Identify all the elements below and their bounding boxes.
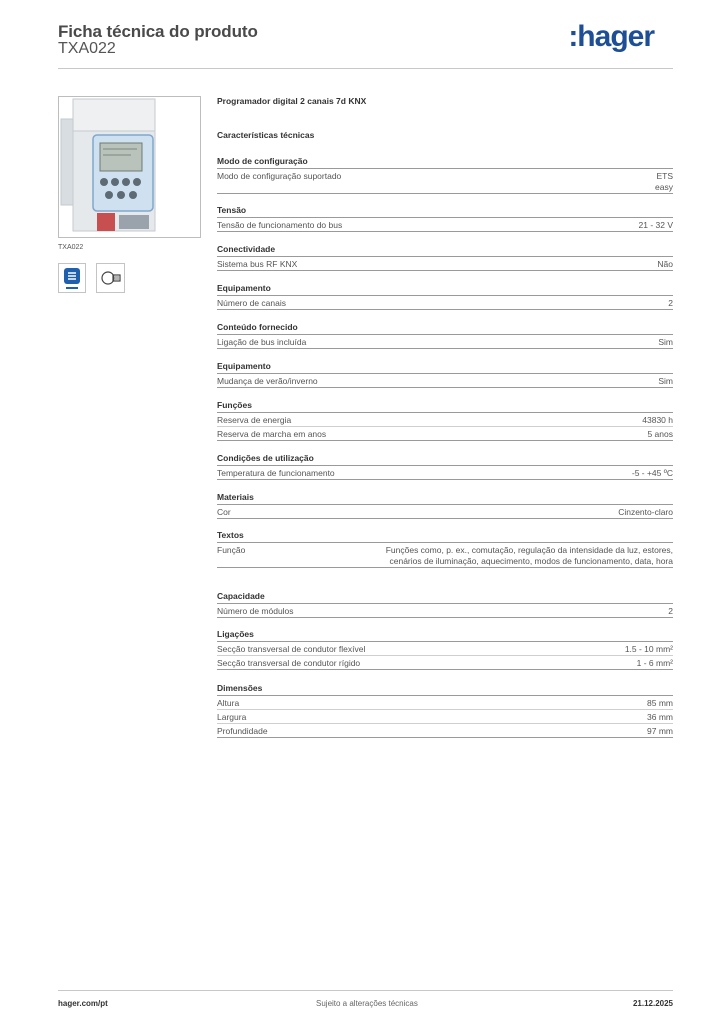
spec-section: [217, 453, 673, 480]
hager-logo: :hager: [568, 20, 654, 53]
spec-section: [217, 492, 673, 519]
screw-terminal-icon: [96, 263, 125, 293]
spec-value: 2: [668, 606, 673, 616]
spec-section: [217, 361, 673, 388]
spec-label: Secção transversal de condutor flexível: [217, 644, 366, 654]
spec-section: [217, 530, 673, 568]
spec-row: [217, 642, 673, 656]
knx-timer-device-image: [59, 97, 200, 237]
section-title: Textos: [217, 530, 673, 543]
spec-label: Reserva de marcha em anos: [217, 429, 327, 439]
spec-row: [217, 257, 673, 271]
spec-section: [217, 244, 673, 271]
spec-row: [217, 505, 673, 519]
spec-row: [217, 296, 673, 310]
product-code: TXA022: [58, 40, 116, 57]
spec-label: Número de canais: [217, 298, 286, 308]
page-footer: [58, 990, 673, 1010]
spec-row: [217, 466, 673, 480]
spec-row: [217, 169, 673, 194]
spec-label: Cor: [217, 507, 231, 517]
easy-certification-icon: [58, 263, 86, 293]
section-title: Modo de configuração: [217, 156, 673, 169]
spec-section: [217, 629, 673, 670]
product-name: Programador digital 2 canais 7d KNX: [217, 96, 367, 106]
section-title: Ligações: [217, 629, 673, 642]
spec-section: [217, 591, 673, 618]
spec-label: Reserva de energia: [217, 415, 292, 425]
footer-notice: Sujeito a alterações técnicas: [316, 999, 418, 1008]
spec-label: Função: [217, 545, 246, 555]
section-title: Condições de utilização: [217, 453, 673, 466]
image-caption: TXA022: [58, 244, 84, 251]
spec-value: 1 - 6 mm²: [636, 658, 673, 668]
spec-section: [217, 283, 673, 310]
spec-row: [217, 427, 673, 441]
spec-value: Cinzento-claro: [618, 507, 673, 517]
spec-value: 2: [668, 298, 673, 308]
spec-section: [217, 156, 673, 194]
spec-label: Secção transversal de condutor rígido: [217, 658, 361, 668]
product-image: [58, 96, 201, 238]
spec-label: Mudança de verão/inverno: [217, 376, 318, 386]
spec-row: [217, 413, 673, 427]
spec-value: 36 mm: [647, 712, 673, 722]
page-header: [58, 21, 673, 69]
spec-value: Sim: [658, 337, 673, 347]
spec-value: 85 mm: [647, 698, 673, 708]
spec-value: 21 - 32 V: [638, 220, 673, 230]
spec-value: Sim: [658, 376, 673, 386]
spec-label: Número de módulos: [217, 606, 294, 616]
spec-value: 1.5 - 10 mm²: [624, 644, 673, 654]
spec-section: [217, 205, 673, 232]
spec-label: Ligação de bus incluída: [217, 337, 307, 347]
footer-date: 21.12.2025: [632, 999, 673, 1008]
document-title: Ficha técnica do produto: [58, 22, 258, 41]
section-title: Conectividade: [217, 244, 673, 257]
spec-label: Profundidade: [217, 726, 268, 736]
spec-label: Modo de configuração suportado: [217, 171, 342, 181]
spec-label: Largura: [217, 712, 247, 722]
spec-label: Temperatura de funcionamento: [217, 468, 335, 478]
spec-row: [217, 710, 673, 724]
spec-value: Não: [657, 259, 673, 269]
footer-website: hager.com/pt: [58, 999, 108, 1008]
spec-row: [217, 374, 673, 388]
spec-value: 5 anos: [647, 429, 673, 439]
spec-row: [217, 604, 673, 618]
section-title: Conteúdo fornecido: [217, 322, 673, 335]
spec-value: ETS easy: [655, 171, 673, 192]
spec-value: -5 - +45 ºC: [631, 468, 673, 478]
section-title: Equipamento: [217, 283, 673, 296]
spec-value: 43830 h: [642, 415, 673, 425]
technical-characteristics-heading: Características técnicas: [217, 130, 315, 140]
section-title: Funções: [217, 400, 673, 413]
section-title: Materiais: [217, 492, 673, 505]
spec-row: [217, 543, 673, 568]
spec-value: Funções como, p. ex., comutação, regulação da intensidade da luz, estores, cenários de iluminação, aquecimento, modos de funcionamento, data, hora: [385, 545, 673, 566]
spec-label: Tensão de funcionamento do bus: [217, 220, 343, 230]
spec-row: [217, 724, 673, 738]
spec-row: [217, 656, 673, 670]
spec-section: [217, 683, 673, 738]
spec-value: 97 mm: [647, 726, 673, 736]
section-title: Capacidade: [217, 591, 673, 604]
spec-section: [217, 400, 673, 441]
spec-label: Sistema bus RF KNX: [217, 259, 298, 269]
spec-row: [217, 218, 673, 232]
section-title: Dimensões: [217, 683, 673, 696]
section-title: Tensão: [217, 205, 673, 218]
spec-label: Altura: [217, 698, 240, 708]
spec-row: [217, 696, 673, 710]
spec-row: [217, 335, 673, 349]
section-title: Equipamento: [217, 361, 673, 374]
spec-section: [217, 322, 673, 349]
